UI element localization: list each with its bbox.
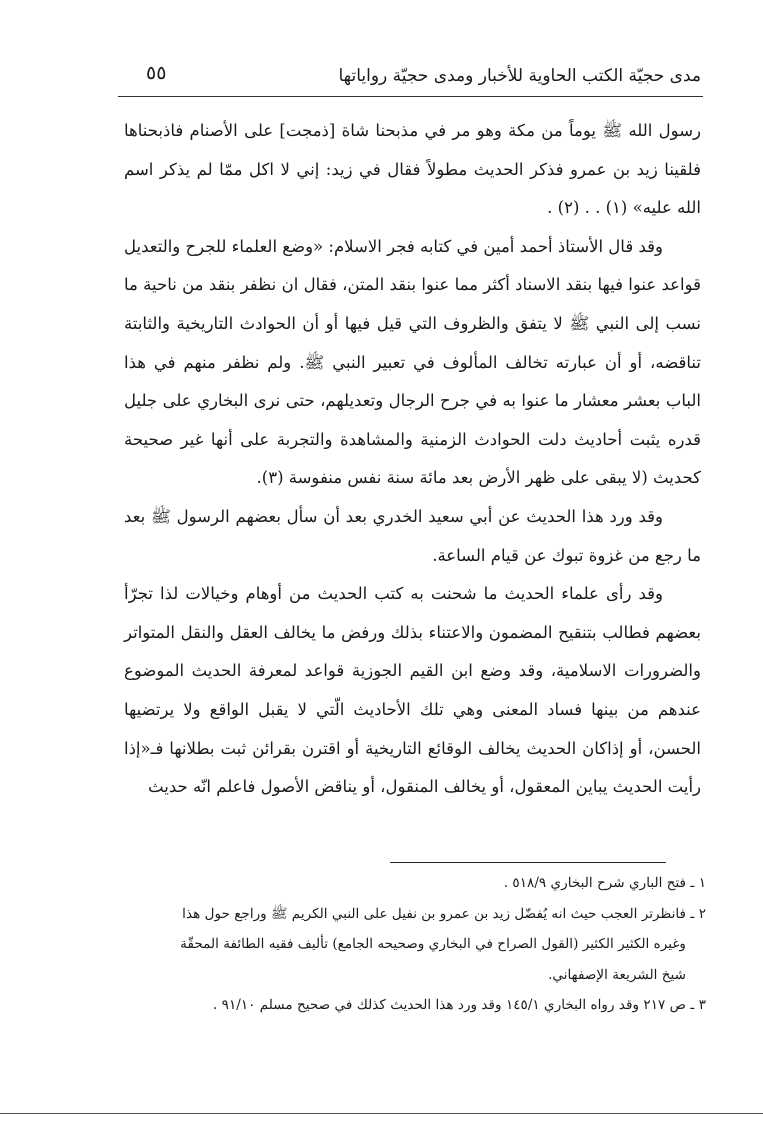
footnote-2-continued: شيخ الشريعة الإصفهاني.	[548, 966, 686, 983]
page-number: ٥٥	[146, 62, 167, 84]
paragraph-4: وقد رأى علماء الحديث ما شحنت به كتب الحديث من أوهام وخيالات لذا تجرّأ بعضهم فطالب بتنقيح المضمون والاعتناء بذلك ورفض ما يخالف العقل والنقل المتواتر والضرورات الاسلامية، وقد وضع ابن القيم الجوزية قواعد لمعرفة الحديث الموضوع عندهم من بينها فساد المعنى وهي تلك الأحاديث الّتي لا يقبل الواقع ولا يرتضيها الحسن، أو إذاكان الحديث يخالف الوقائع التاريخية أو اقترن بقرائن ثبت بطلانها فـ«إذا رأيت الحديث يباين المعقول، أو يخالف المنقول، أو يناقض الأصول فاعلم انّه حديث	[124, 584, 701, 797]
bottom-rule	[0, 1113, 763, 1114]
header-rule	[118, 96, 703, 97]
paragraph-1: رسول الله ﷺ يوماً من مكة وهو مر في مذبحنا شاة [ذمجت] على الأصنام فاذبحناها فلقينا زيد بن عمرو فذكر الحديث مطولاً فقال في زيد: إني لا اكل ممّا لم يذكر اسم الله عليه» (١) . . (٢) .	[124, 121, 701, 218]
footnote-1: ١ ـ فتح الباري شرح البخاري ٥١٨/٩ .	[503, 875, 706, 891]
footnotes	[130, 868, 706, 1021]
paragraph-3: وقد ورد هذا الحديث عن أبي سعيد الخدري بعد أن سأل بعضهم الرسول ﷺ بعد ما رجع من غزوة تبوك عن قيام الساعة.	[124, 506, 701, 565]
body-text	[124, 112, 701, 807]
footnote-3: ٣ ـ ص ٢١٧ وقد رواه البخاري ١٤٥/١ وقد ورد هذا الحديث كذلك في صحيح مسلم ٩١/١٠ .	[212, 997, 706, 1013]
paragraph-2: وقد قال الأستاذ أحمد أمين في كتابه فجر الاسلام: «وضع العلماء للجرح والتعديل قواعد عنوا فيها بنقد الاسناد أكثر مما عنوا بنقد المتن، فقال ان نظفر بنقد من ناحية ما نسب إلى النبي ﷺ لا يتفق والظروف التي قيل فيها أو أن الحوادث التاريخية والثابتة تناقضه، أو أن عبارته تخالف المألوف في تعبير النبي ﷺ. ولم نظفر منهم في هذا الباب بعشر معشار ما عنوا به في جرح الرجال وتعديلهم، حتى نرى البخاري على جليل قدره يثبت أحاديث دلت الحوادث الزمنية والمشاهدة والتجربة على أنها غير صحيحة كحديث (لا يبقى على ظهر الأرض بعد مائة سنة نفس منفوسة (٣).	[124, 236, 701, 488]
footnote-rule	[390, 862, 666, 863]
footnote-2-continued: وغيره الكثير الكثير (القول الصراح في البخاري وصحيحه الجامع) تأليف فقيه الطائفة المحقّة	[180, 936, 686, 952]
footnote-2: ٢ ـ فانظرتر العجب حيث انه يُفضّل زيد بن عمرو بن نفيل على النبي الكريم ﷺ وراجع حول هذا	[182, 905, 706, 922]
running-title: مدى حجيّة الكتب الحاوية للأخبار ومدى حجيّة رواياتها	[338, 66, 701, 86]
